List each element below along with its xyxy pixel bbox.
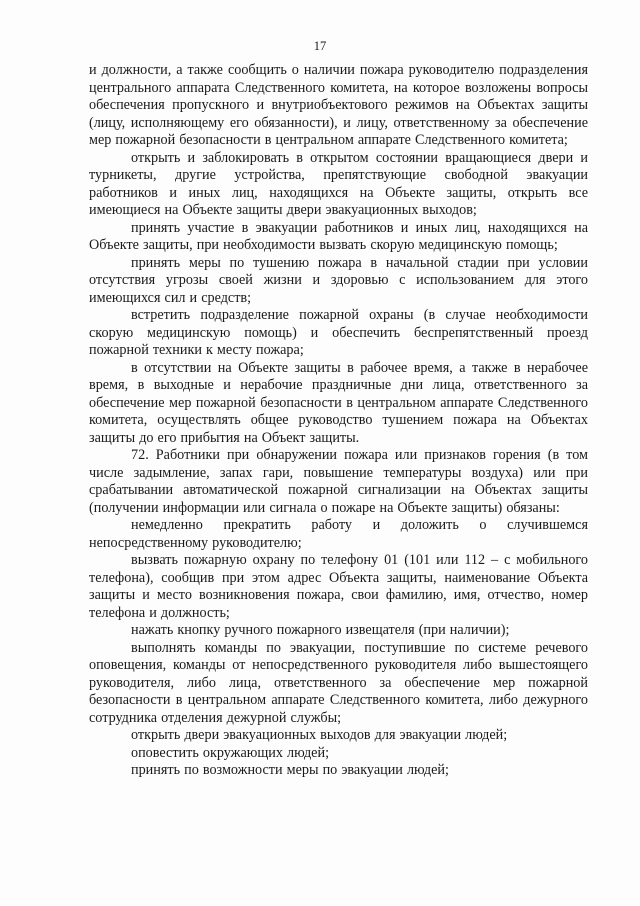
document-body <box>89 62 588 780</box>
paragraph-call-fire-service: вызвать пожарную охрану по телефону 01 (101 или 112 – с мобильного телефона), сообщив при этом адрес Объекта защиты, наименование Объекта защиты и место возникновения пожара, свои фамилию, имя, отчество, номер телефона и должность; <box>89 552 588 621</box>
paragraph-continuation: и должности, а также сообщить о наличии пожара руководителю подразделения центрального аппарата Следственного комитета, на которое возложены вопросы обеспечения пропускного и внутриобъектового режимов на Объектах защиты (лицу, исполняющему его обязанности), и лицу, ответственному за обеспечение мер пожарной безопасности в центральном аппарате Следственного комитета; <box>89 62 588 148</box>
paragraph-meet-fire-service: встретить подразделение пожарной охраны (в случае необходимости скорую медицинскую помощь) и обеспечить беспрепятственный проезд пожарной техники к месту пожара; <box>89 307 588 358</box>
paragraph-stop-work: немедленно прекратить работу и доложить о случившемся непосредственному руководителю; <box>89 517 588 551</box>
paragraph-press-alarm-button: нажать кнопку ручного пожарного извещателя (при наличии); <box>131 622 510 638</box>
paragraph-open-exits: открыть двери эвакуационных выходов для эвакуации людей; <box>131 727 508 743</box>
paragraph-notify-people: оповестить окружающих людей; <box>131 744 330 761</box>
paragraph-follow-commands: выполнять команды по эвакуации, поступившие по системе речевого оповещения, команды от непосредственного руководителя либо вышестоящего руководителя, либо лица, ответственного за обеспечение мер пожарной безопасности в центральном аппарате Следственного комитета, либо дежурного сотрудника отделения дежурной службы; <box>89 639 588 726</box>
paragraph-evacuate-people: принять по возможности меры по эвакуации людей; <box>131 762 449 778</box>
paragraph-item-72: 72. Работники при обнаружении пожара или признаков горения (в том числе задымление, запах гари, повышение температуры воздуха) или при срабатывании автоматической пожарной сигнализации на Объектах защиты (получении информации или сигнала о пожаре на Объекте защиты) обязаны: <box>89 447 588 516</box>
paragraph-extinguish-fire: принять меры по тушению пожара в начальной стадии при условии отсутствия угрозы своей жизни и здоровью с использованием для этого имеющихся сил и средств; <box>89 254 588 306</box>
page-number: 17 <box>313 39 327 53</box>
paragraph-evacuation-participation: принять участие в эвакуации работников и иных лиц, находящихся на Объекте защиты, при необходимости вызвать скорую медицинскую помощь; <box>89 219 588 253</box>
paragraph-general-command: в отсутствии на Объекте защиты в рабочее время, а также в нерабочее время, в выходные и нерабочие праздничные дни лица, ответственного за обеспечение мер пожарной безопасности в центральном аппарате Следственного комитета, осуществлять общее руководство тушением пожара на Объектах защиты до его прибытия на Объект защиты. <box>89 359 588 446</box>
paragraph-unlock-doors: открыть и заблокировать в открытом состоянии вращающиеся двери и турникеты, другие устройства, препятствующие свободной эвакуации работников и иных лиц, находящихся на Объекте защиты, открыть все имеющиеся на Объекте защиты двери эвакуационных выходов; <box>89 149 588 218</box>
